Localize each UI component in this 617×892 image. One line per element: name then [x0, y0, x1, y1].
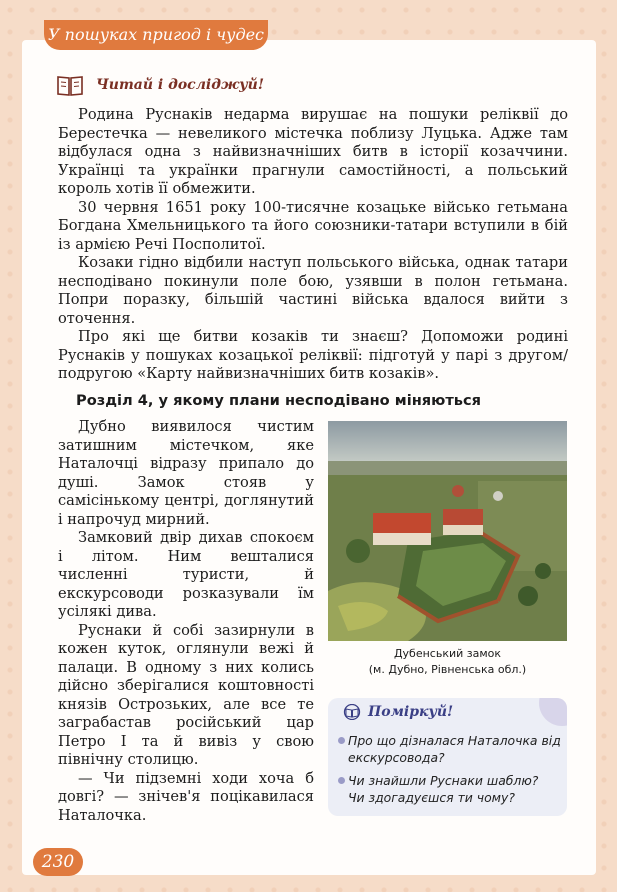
paragraph: Родина Руснаків недарма вирушає на пошуки реліквії до Берестечка — невеликого містечка поблизу Луцька. Адже там відбулася одна з найвизначніших битв в історії козаччини. Українці та українки прагнули самостійності, а польський король хотів її обмежити. [58, 106, 568, 197]
page-number: 230 [33, 848, 83, 876]
think-label: Поміркуй! [368, 704, 454, 720]
castle-photo [328, 421, 567, 641]
think-heading [342, 704, 453, 720]
open-book-icon [342, 704, 362, 720]
section-title: Розділ 4, у якому плани несподівано міняються [76, 392, 482, 409]
paragraph: Дубно виявилося чистим затишним містечком, яке Наталочці відразу припало до душі. Замок стояв у самісінькому центрі, доглянутий і напрочуд мирний. [58, 418, 314, 528]
main-text [58, 106, 568, 384]
read-and-explore-rubric [56, 72, 264, 98]
paragraph: Руснаки й собі зазирнули в кожен куток, оглянули вежі й палаци. В одному з них колись дійсно зберігалися коштовності князів Острозьких, але все те заграбастав російський цар Петро І та й вивіз у свою північну столицю. [58, 621, 314, 768]
paragraph: Козаки гідно відбили наступ польського війська, однак татари несподівано покинули поле бою, узявши в полон гетьмана. Попри поразку, більшій частині війська вдалося вийти з оточення. [58, 254, 568, 327]
bullet-icon [338, 737, 345, 744]
story-text [58, 418, 314, 825]
caption-line: (м. Дубно, Рівненська обл.) [368, 663, 527, 676]
book-icon [56, 73, 84, 97]
bullet-icon [338, 777, 345, 784]
paragraph: — Чи підземні ходи хоча б довгі? — знічев'я поцікавилася Наталочка. [58, 769, 314, 824]
paragraph: 30 червня 1651 року 100-тисячне козацьке військо гетьмана Богдана Хмельницького та його союзники-татари вступили в бій із армією Речі Посполитої. [58, 198, 568, 253]
chapter-title: У пошуках пригод і чудес [44, 20, 268, 50]
photo-caption [328, 646, 567, 678]
think-box [328, 698, 567, 816]
caption-line: Дубенський замок [393, 647, 502, 660]
paragraph: Замковий двір дихав спокоєм і літом. Ним вешталися численні туристи, й екскурсоводи розказували їм усілякі дива. [58, 529, 314, 620]
decorative-corner [539, 698, 567, 726]
paragraph: Про які ще битви козаків ти знаєш? Допоможи родині Руснаків у пошуках козацької реліквії: підготуй у парі з другом/подругою «Карту найвизначніших битв козаків». [58, 328, 568, 382]
rubric-label: Читай і досліджуй! [96, 77, 264, 93]
question-1: Про що дізналася Наталочка від екскурсовода? [338, 732, 561, 766]
question-2: Чи знайшли Руснаки шаблю? Чи здогадуєшся ти чому? [338, 772, 538, 806]
